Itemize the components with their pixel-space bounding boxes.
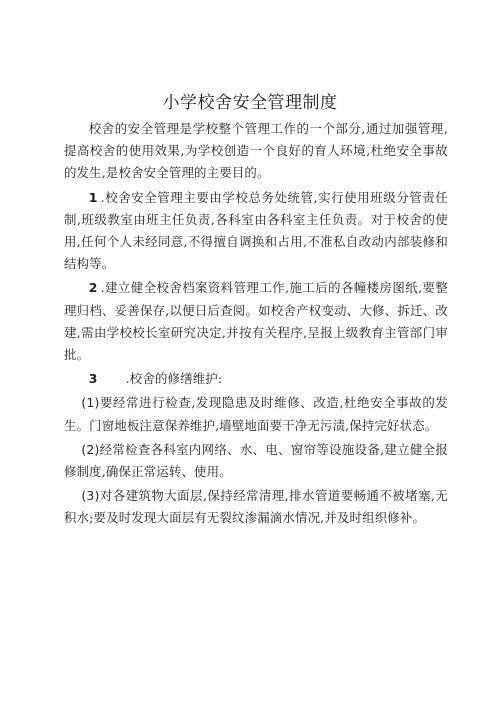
subitem-text: 对各建筑物大面层,保持经常清理,排水管道要畅通不被堵塞,无积水;要及时发现大面层有无裂纹渗漏滴水情况,并及时组织修补。 (64, 488, 448, 526)
subitem-number: (3) (81, 488, 100, 504)
section-number: 1 (88, 189, 98, 205)
section-2 (64, 277, 448, 366)
document-body (64, 118, 448, 530)
subitem-2 (64, 439, 448, 483)
section-number: 3 (88, 371, 98, 387)
subitem-number: (2) (81, 441, 100, 457)
subitem-3 (64, 485, 448, 529)
section-text: .校舍的修缮维护: (125, 371, 223, 387)
section-1 (64, 187, 448, 276)
section-text: .建立健全校舍档案资料管理工作,施工后的各幢楼房图纸,要整理归档、妥善保存,以便日后查阅。如校舍产权变动、大修、拆迁、改建,需由学校校长室研究决定,并按有关程序,呈报上级教育主管部门审批。 (64, 280, 448, 363)
section-3 (64, 368, 448, 390)
section-text: .校舍安全管理主要由学校总务处统管,实行使用班级分管责任制,班级教室由班主任负责,各科室由各科室主任负责。对于校舍的使用,任何个人未经同意,不得擅自调换和占用,不准私自改动内部装修和结构等。 (64, 189, 448, 272)
section-number: 2 (88, 280, 98, 296)
subitem-text: 要经常进行检查,发现隐患及时维修、改造,杜绝安全事故的发生。门窗地板注意保养维护,墙壁地面要干净无污渍,保持完好状态。 (64, 395, 448, 433)
subitem-number: (1) (81, 395, 100, 411)
subitem-text: 经常检查各科室内网络、水、电、窗帘等设施设备,建立健全报修制度,确保正常运转、使用。 (64, 441, 448, 480)
subitem-1 (64, 392, 448, 436)
document-title: 小学校舍安全管理制度 (162, 93, 338, 113)
intro-paragraph: 校舍的安全管理是学校整个管理工作的一个部分,通过加强管理,提高校舍的使用效果,为学校创造一个良好的育人环境,杜绝安全事故的发生,是校舍安全管理的主要目的。 (64, 121, 448, 181)
